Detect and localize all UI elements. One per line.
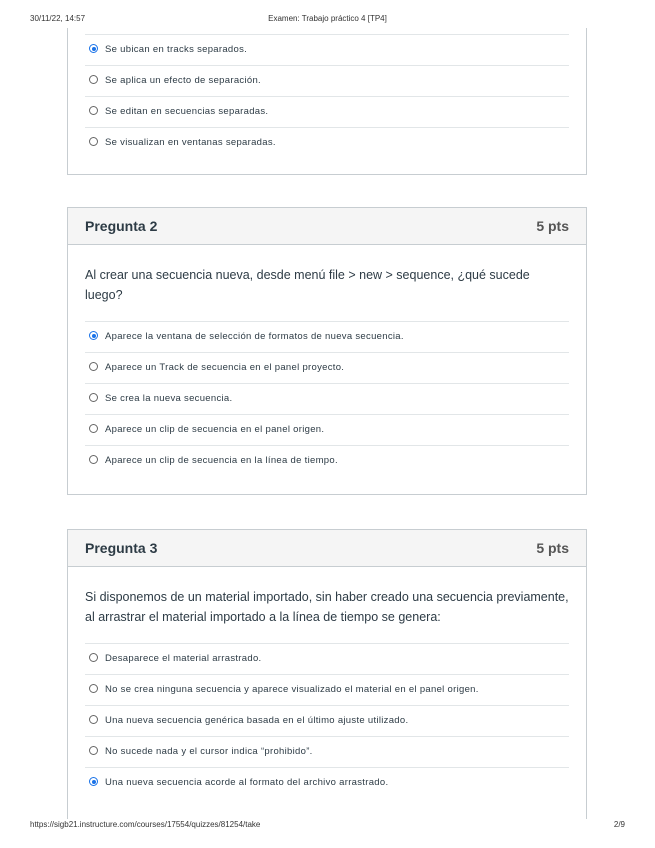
radio-icon[interactable] (89, 106, 98, 115)
answer-list (68, 643, 586, 798)
question-points: 5 pts (536, 540, 569, 556)
answer-option[interactable] (85, 383, 569, 414)
print-date: 30/11/22, 14:57 (30, 14, 86, 23)
question-text: Si disponemos de un material importado, sin haber creado una secuencia previamente, al arrastrar el material importado a la línea de tiempo se genera: (85, 590, 569, 624)
question-text: Al crear una secuencia nueva, desde menú file > new > sequence, ¿qué sucede luego? (85, 268, 530, 302)
question-3 (67, 529, 587, 819)
answer-label: Se ubican en tracks separados. (105, 44, 248, 55)
answer-option[interactable] (85, 352, 569, 383)
radio-icon[interactable] (89, 684, 98, 693)
question-title: Pregunta 2 (85, 218, 158, 234)
question-1-continued (67, 28, 587, 175)
answer-label: Una nueva secuencia acorde al formato del archivo arrastrado. (105, 777, 389, 788)
answer-option[interactable] (85, 736, 569, 767)
radio-icon[interactable] (89, 75, 98, 84)
answer-label: Se visualizan en ventanas separadas. (105, 137, 276, 148)
answer-option[interactable] (85, 445, 569, 476)
question-2 (67, 207, 587, 495)
answer-label: Una nueva secuencia genérica basada en el último ajuste utilizado. (105, 715, 409, 726)
radio-icon[interactable] (89, 653, 98, 662)
answer-option[interactable] (85, 65, 569, 96)
radio-icon[interactable] (89, 715, 98, 724)
answer-option[interactable] (85, 414, 569, 445)
answer-label: Desaparece el material arrastrado. (105, 653, 262, 664)
question-header (68, 530, 586, 567)
answer-option[interactable] (85, 96, 569, 127)
answer-label: Aparece la ventana de selección de formatos de nueva secuencia. (105, 331, 404, 342)
answer-label: Aparece un clip de secuencia en el panel origen. (105, 424, 325, 435)
answer-label: No se crea ninguna secuencia y aparece visualizado el material en el panel origen. (105, 684, 479, 695)
radio-selected-icon[interactable] (89, 777, 98, 786)
answer-option[interactable] (85, 705, 569, 736)
answer-option[interactable] (85, 127, 569, 158)
radio-selected-icon[interactable] (89, 331, 98, 340)
question-header (68, 208, 586, 245)
answer-label: Se editan en secuencias separadas. (105, 106, 269, 117)
question-points: 5 pts (536, 218, 569, 234)
radio-icon[interactable] (89, 746, 98, 755)
radio-icon[interactable] (89, 393, 98, 402)
answer-label: Se aplica un efecto de separación. (105, 75, 261, 86)
answer-option[interactable] (85, 674, 569, 705)
answer-option[interactable] (85, 34, 569, 65)
answer-label: Aparece un clip de secuencia en la línea de tiempo. (105, 455, 338, 466)
print-footer (30, 820, 625, 832)
answer-label: No sucede nada y el cursor indica “prohibido”. (105, 746, 313, 757)
radio-icon[interactable] (89, 424, 98, 433)
answer-option[interactable] (85, 321, 569, 352)
radio-icon[interactable] (89, 455, 98, 464)
answer-label: Se crea la nueva secuencia. (105, 393, 233, 404)
answer-label: Aparece un Track de secuencia en el panel proyecto. (105, 362, 345, 373)
print-url: https://sigb21.instructure.com/courses/17554/quizzes/81254/take (30, 820, 261, 829)
answer-option[interactable] (85, 643, 569, 674)
radio-icon[interactable] (89, 137, 98, 146)
page-number: 2/9 (613, 820, 625, 829)
radio-selected-icon[interactable] (89, 44, 98, 53)
answer-option[interactable] (85, 767, 569, 798)
answer-list (68, 28, 586, 158)
print-header (30, 14, 625, 26)
print-title: Examen: Trabajo práctico 4 [TP4] (268, 14, 387, 23)
question-title: Pregunta 3 (85, 540, 158, 556)
answer-list (68, 321, 586, 476)
radio-icon[interactable] (89, 362, 98, 371)
